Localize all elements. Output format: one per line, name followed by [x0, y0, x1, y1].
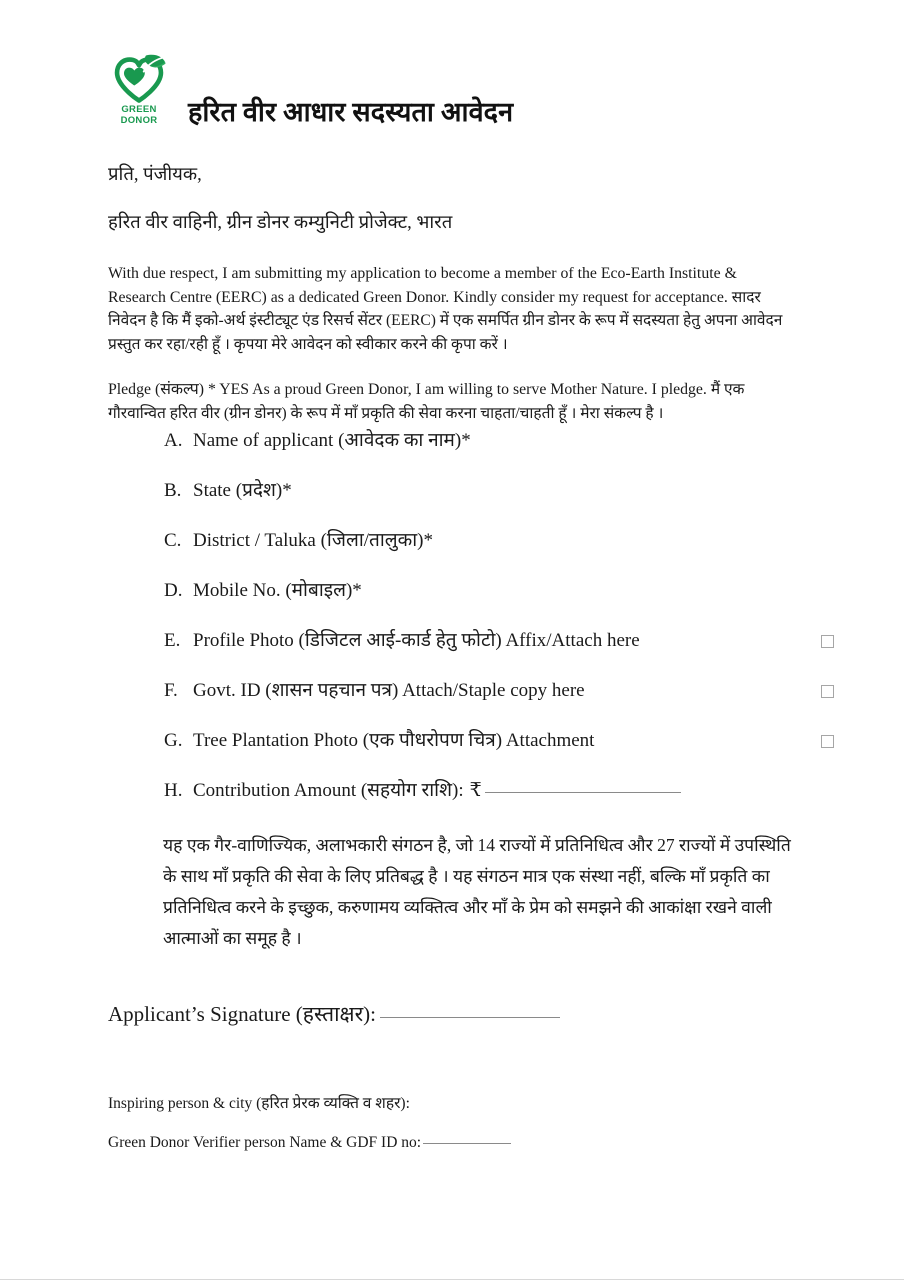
tree-plantation-photo-checkbox[interactable] [821, 735, 834, 748]
signature-label: Applicant’s Signature (हस्ताक्षर): [108, 1002, 376, 1026]
item-marker: F. [164, 680, 178, 701]
rupee-symbol: ₹ [469, 780, 482, 801]
heart-leaf-icon [110, 52, 168, 104]
verifier-row [108, 1132, 511, 1154]
signature-input[interactable] [380, 1017, 560, 1018]
signature-row [108, 1000, 560, 1028]
item-label: Tree Plantation Photo (एक पौधरोपण चित्र) Attachment [193, 730, 595, 751]
inspiring-person-label: Inspiring person & city (हरित प्रेरक व्यक्ति व शहर): [108, 1095, 410, 1112]
intro-hindi: सादर निवेदन है कि मैं इको-अर्थ इंस्टीट्यूट एंड रिसर्च सेंटर (EERC) में एक समर्पित ग्रीन डोनर के रूप में सदस्यता हेतु अपना आवेदन प्रस्तुत कर रहा/रही हूँ । कृपया मेरे आवेदन को स्वीकार करने की कृपा करें । [108, 288, 783, 353]
intro-paragraph [108, 262, 798, 356]
form-field-a [164, 428, 834, 454]
logo-word-green: GREEN [121, 104, 157, 115]
form-field-c [164, 528, 834, 554]
logo-word-donor: DONOR [120, 114, 158, 126]
item-label: Name of applicant (आवेदक का नाम)* [193, 430, 471, 451]
item-label: Mobile No. (मोबाइल)* [193, 580, 362, 601]
inspiring-person-row [108, 1093, 410, 1115]
form-field-h [164, 778, 834, 804]
verifier-label: Green Donor Verifier person Name & GDF ID no: [108, 1134, 422, 1151]
item-marker: B. [164, 480, 182, 501]
page-title: हरित वीर आधार सदस्यता आवेदन [188, 97, 514, 127]
pledge-paragraph [108, 378, 798, 425]
item-label: Contribution Amount (सहयोग राशि): [193, 780, 464, 801]
item-marker: G. [164, 730, 183, 751]
form-field-f [164, 678, 834, 704]
item-label: District / Taluka (जिला/तालुका)* [193, 530, 434, 551]
document-body [108, 162, 798, 447]
form-field-e [164, 628, 834, 654]
form-fields-list [164, 428, 834, 828]
gdf-id-input[interactable] [423, 1143, 511, 1144]
form-field-b [164, 478, 834, 504]
contribution-amount-input[interactable] [485, 792, 681, 793]
item-marker: A. [164, 430, 183, 451]
govt-id-checkbox[interactable] [821, 685, 834, 698]
item-marker: D. [164, 580, 183, 601]
profile-photo-checkbox[interactable] [821, 635, 834, 648]
item-label: State (प्रदेश)* [193, 480, 292, 501]
item-label-wrap [193, 778, 834, 804]
pledge-english: Pledge (संकल्प) * YES As a proud Green Donor, I am willing to serve Mother Nature. I pledge. [108, 381, 707, 398]
address-line-2: हरित वीर वाहिनी, ग्रीन डोनर कम्युनिटी प्रोजेक्ट, भारत [108, 213, 453, 233]
item-marker: C. [164, 530, 182, 551]
form-field-d [164, 578, 834, 604]
item-label: Govt. ID (शासन पहचान पत्र) Attach/Staple copy here [193, 680, 585, 701]
document-header [108, 52, 513, 128]
logo-wordmark [121, 105, 158, 126]
item-marker: E. [164, 630, 181, 651]
address-line-1: प्रति, पंजीयक, [108, 165, 202, 185]
pledge-hindi: मैं एक गौरवान्वित हरित वीर (ग्रीन डोनर) के रूप में माँ प्रकृति की सेवा करना चाहता/चाहती हूँ । मेरा संकल्प है । [108, 381, 745, 422]
form-field-g [164, 728, 834, 754]
item-label: Profile Photo (डिजिटल आई-कार्ड हेतु फोटो) Affix/Attach here [193, 630, 640, 651]
green-donor-logo [108, 52, 170, 126]
intro-english: With due respect, I am submitting my application to become a member of the Eco-Earth Institute & Research Centre (EERC) as a dedicated Green Donor. Kindly consider my request for acceptance. [108, 265, 737, 306]
item-marker: H. [164, 780, 183, 801]
closing-paragraph: यह एक गैर-वाणिज्यिक, अलाभकारी संगठन है, जो 14 राज्यों में प्रतिनिधित्व और 27 राज्यों में उपस्थिति के साथ माँ प्रकृति की सेवा के लिए प्रतिबद्ध है । यह संगठन मात्र एक संस्था नहीं, बल्कि माँ प्रकृति का प्रतिनिधित्व करने के इच्छुक, करुणामय व्यक्तित्व और माँ के प्रेम को समझने की आकांक्षा रखने वाली आत्माओं का समूह है । [163, 834, 791, 948]
